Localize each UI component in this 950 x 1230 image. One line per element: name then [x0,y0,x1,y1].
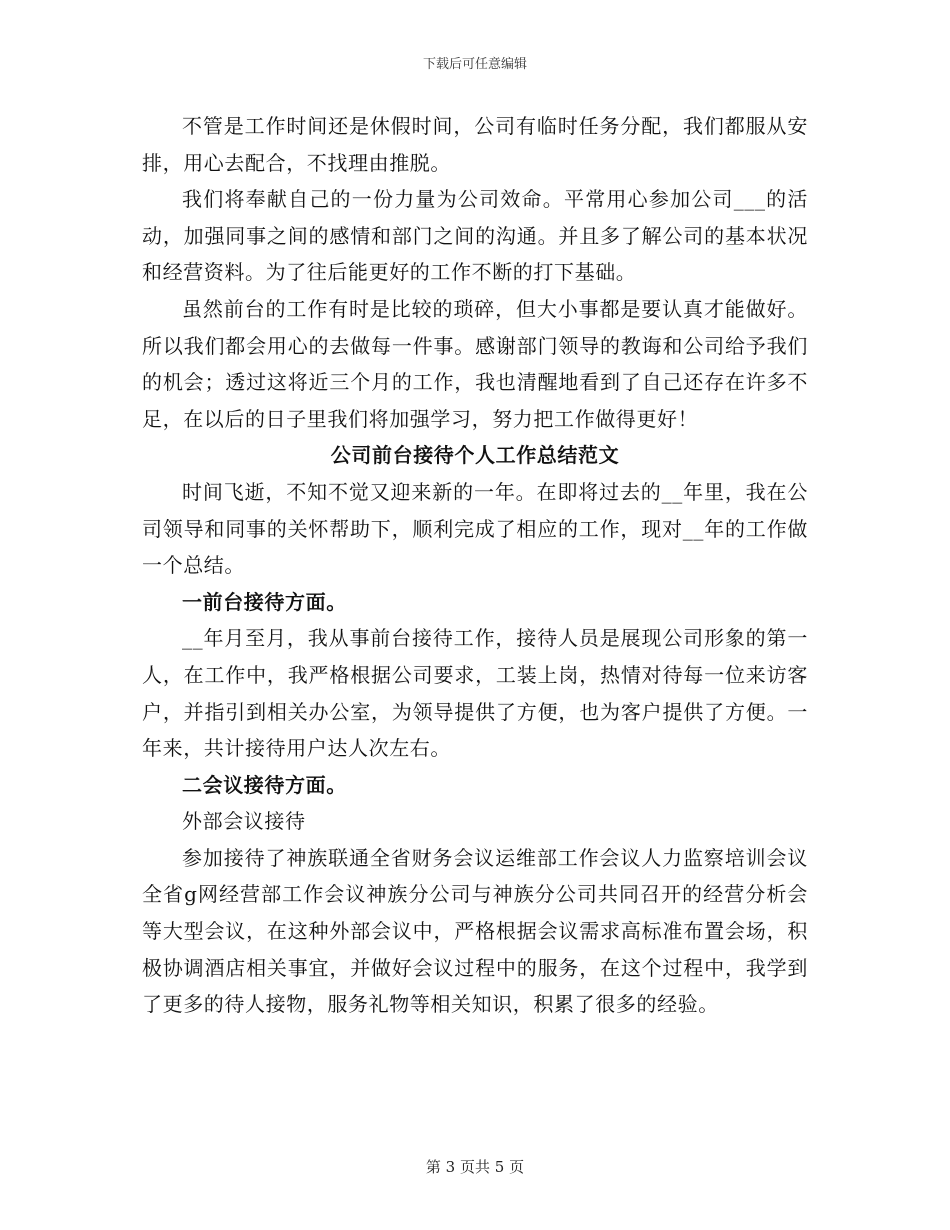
paragraph: 时间飞逝，不知不觉又迎来新的一年。在即将过去的__年里，我在公司领导和同事的关怀帮助下，顺利完成了相应的工作，现对__年的工作做一个总结。 [142,479,808,578]
paragraph: 我们将奉献自己的一份力量为公司效命。平常用心参加公司___的活动，加强同事之间的感情和部门之间的沟通。并且多了解公司的基本状况和经营资料。为了往后能更好的工作不断的打下基础。 [142,187,808,285]
paragraph: 不管是工作时间还是休假时间，公司有临时任务分配，我们都服从安排，用心去配合，不找理由推脱。 [142,114,808,175]
paragraph: 参加接待了神族联通全省财务会议运维部工作会议人力监察培训会议全省g网经营部工作会议神族分公司与神族分公司共同召开的经营分析会等大型会议，在这种外部会议中，严格根据会议需求高标准布置会场，积极协调酒店相关事宜，并做好会议过程中的服务，在这个过程中，我学到了更多的待人接物，服务礼物等相关知识，积累了很多的经验。 [142,845,808,1017]
document-body [142,108,808,1023]
section-title: 公司前台接待个人工作总结范文 [330,443,620,468]
paragraph: 虽然前台的工作有时是比较的琐碎，但大小事都是要认真才能做好。所以我们都会用心的去做每一件事。感谢部门领导的教诲和公司给予我们的机会；透过这将近三个月的工作，我也清醒地看到了自己还存在许多不足，在以后的日子里我们将加强学习，努力把工作做得更好！ [142,296,808,431]
page-header-note: 下载后可任意编辑 [422,57,527,72]
subsection-heading: 一前台接待方面。 [182,589,347,614]
subsection-heading: 二会议接待方面。 [182,772,347,797]
paragraph: __年月至月，我从事前台接待工作，接待人员是展现公司形象的第一人，在工作中，我严格根据公司要求，工装上岗，热情对待每一位来访客户，并指引到相关办公室，为领导提供了方便，也为客户提供了方便。一年来，共计接待用户达人次左右。 [142,626,808,761]
paragraph: 外部会议接待 [182,809,306,834]
page-number: 第 3 页共 5 页 [425,1158,525,1176]
